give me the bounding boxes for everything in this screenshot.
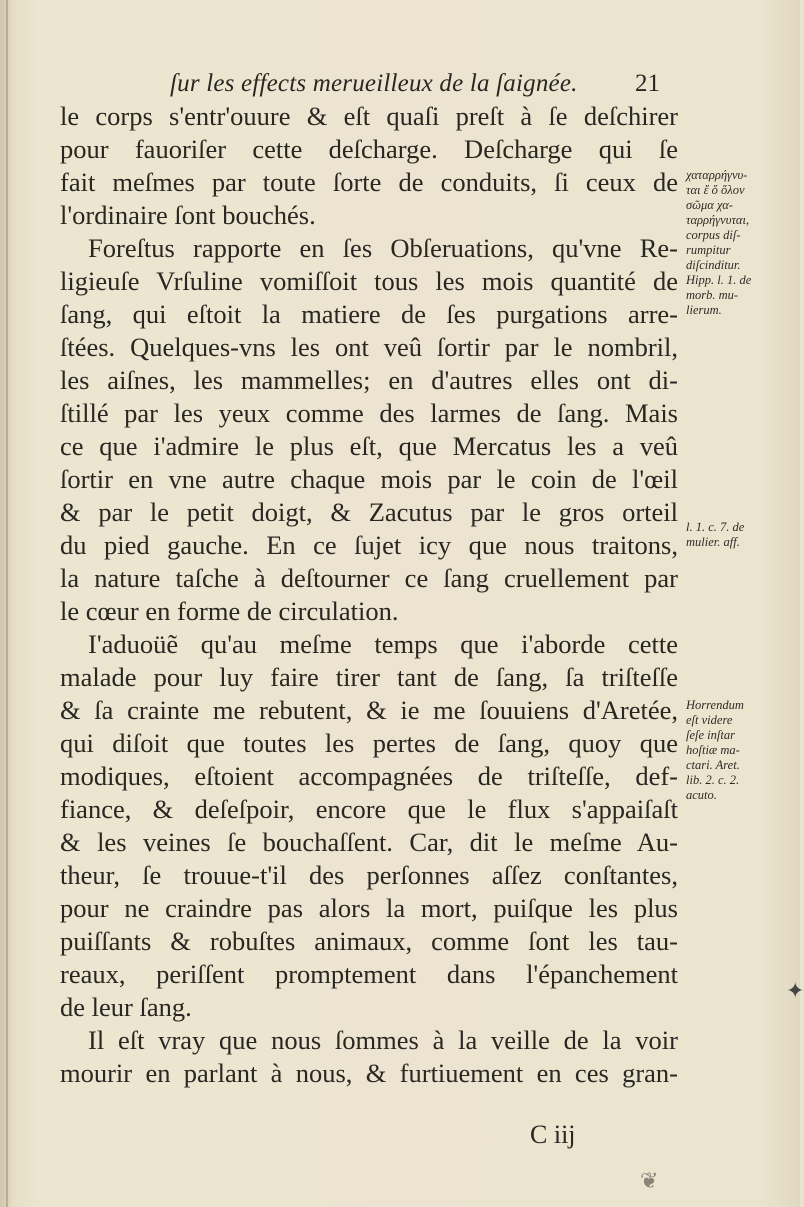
margin-note-line: Horrendum: [686, 698, 744, 712]
text-line: ſtées. Quelques-vns les ont veû ſortir par le nombril,: [60, 332, 678, 362]
edge-mark-icon: ✦: [786, 978, 804, 1003]
text-line: fait meſmes par toute ſorte de conduits, ſi ceux de: [60, 167, 678, 197]
margin-note-line: σῶμα χα-: [686, 198, 733, 212]
text-line: ce que i'admire le plus eſt, que Mercatus les a veû: [60, 431, 678, 461]
margin-note-line: l. 1. c. 7. de: [686, 520, 745, 534]
margin-note-line: corpus diſ-: [686, 228, 741, 242]
text-line: puiſſants & robuſtes animaux, comme ſont les tau-: [60, 926, 678, 956]
text-line: malade pour luy faire tirer tant de ſang, ſa triſteſſe: [60, 662, 678, 692]
margin-note-line: ται ἔ ὅ ὅλον: [686, 183, 745, 197]
margin-note-line: ctari. Aret.: [686, 758, 740, 772]
text-line: I'aduoüẽ qu'au meſme temps que i'aborde cette: [88, 629, 678, 659]
text-line: theur, ſe trouue-t'il des perſonnes aſſez conſtantes,: [60, 860, 678, 890]
page-number: 21: [635, 70, 660, 97]
text-line: ligieuſe Vrſuline vomiſſoit tous les mois quantité de: [60, 266, 678, 296]
text-line: les aiſnes, les mammelles; en d'autres elles ont di-: [60, 365, 678, 395]
signature-mark: C iij: [530, 1120, 576, 1149]
text-line: pour fauoriſer cette deſcharge. Deſcharge qui ſe: [60, 134, 678, 164]
text-line: & par le petit doigt, & Zacutus par le gros orteil: [60, 497, 678, 527]
text-line: l'ordinaire ſont bouchés.: [60, 200, 316, 230]
margin-note-line: lierum.: [686, 303, 722, 317]
text-line: ſortir en vne autre chaque mois par le coin de l'œil: [60, 464, 678, 494]
ornament-icon: ❦: [640, 1168, 659, 1193]
text-line: de leur ſang.: [60, 992, 192, 1022]
margin-note-line: diſcinditur.: [686, 258, 741, 272]
margin-note-line: ταρρήγνυται,: [686, 213, 750, 227]
text-line: mourir en parlant à nous, & furtiuement en ces gran-: [60, 1058, 678, 1088]
text-line: Foreſtus rapporte en ſes Obſeruations, qu'vne Re-: [88, 233, 678, 263]
text-line: le corps s'entr'ouure & eſt quaſi preſt à ſe deſchirer: [60, 101, 678, 131]
text-line: & ſa crainte me rebutent, & ie me ſouuiens d'Aretée,: [60, 695, 678, 725]
running-title: ſur les effects merueilleux de la ſaignée.: [170, 70, 578, 97]
margin-note-line: mulier. aff.: [686, 535, 740, 549]
text-line: & les veines ſe bouchaſſent. Car, dit le meſme Au-: [60, 827, 678, 857]
margin-note-line: Hipp. l. 1. de: [686, 273, 752, 287]
gutter-line: [6, 0, 8, 1207]
text-line: fiance, & deſeſpoir, encore que le flux s'appaiſaſt: [60, 794, 678, 824]
margin-note-line: lib. 2. c. 2.: [686, 773, 740, 787]
text-line: reaux, periſſent promptement dans l'épanchement: [60, 959, 678, 989]
margin-note-horrendum-aretaeus: [686, 698, 796, 803]
body-text: [60, 100, 678, 1090]
text-line: Il eſt vray que nous ſommes à la veille de la voir: [88, 1025, 678, 1055]
text-line: ſang, qui eſtoit la matiere de ſes purgations arre-: [60, 299, 678, 329]
margin-note-greek-hippocrates: [686, 168, 796, 318]
margin-note-line: rumpitur: [686, 243, 731, 257]
margin-note-line: χαταρρήγνυ-: [686, 168, 748, 182]
margin-note-line: eſt videre: [686, 713, 733, 727]
margin-note-line: morb. mu-: [686, 288, 739, 302]
margin-note-line: acuto.: [686, 788, 717, 802]
margin-note-line: hoſtiæ ma-: [686, 743, 740, 757]
text-line: le cœur en forme de circulation.: [60, 596, 399, 626]
text-line: qui diſoit que toutes les pertes de ſang, quoy que: [60, 728, 678, 758]
text-line: du pied gauche. En ce ſujet icy que nous traitons,: [60, 530, 678, 560]
text-line: ſtillé par les yeux comme des larmes de ſang. Mais: [60, 398, 678, 428]
margin-note-line: ſeſe inſtar: [686, 728, 735, 742]
text-line: modiques, eſtoient accompagnées de triſteſſe, def-: [60, 761, 678, 791]
text-line: pour ne craindre pas alors la mort, puiſque les plus: [60, 893, 678, 923]
text-line: la nature taſche à deſtourner ce ſang cruellement par: [60, 563, 678, 593]
margin-note-de-mulier: [686, 520, 796, 550]
